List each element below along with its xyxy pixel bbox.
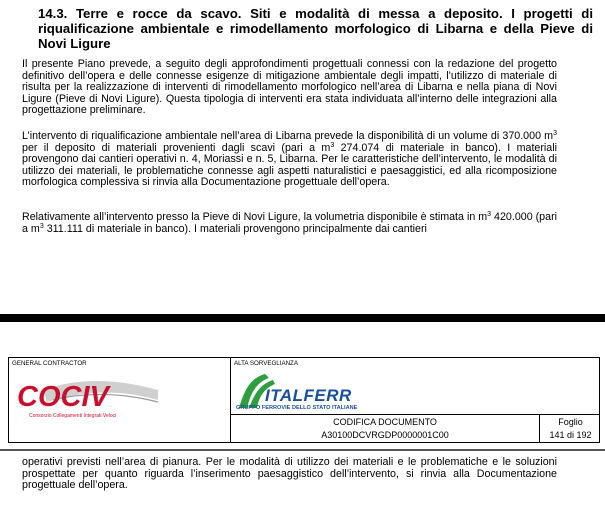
alta-sorveglianza-label: ALTA SORVEGLIANZA bbox=[234, 360, 298, 367]
document-footer-table bbox=[8, 357, 600, 443]
superscript: 3 bbox=[39, 222, 44, 230]
italferr-caption: GRUPPO FERROVIE DELLO STATO ITALIANE bbox=[236, 405, 358, 411]
section-heading: 14.3. Terre e rocce da scavo. Siti e modalità di messa a deposito. I progetti di riqualificazione ambientale e rimodellamento morfologico di Libarna e della Pieve di Novi Ligure bbox=[38, 6, 593, 51]
superscript: 3 bbox=[330, 141, 335, 149]
italferr-logo-text: ITALFERR bbox=[265, 386, 352, 405]
text-fragment: 420.000 (pari a m bbox=[22, 211, 557, 235]
cociv-logo-text: COCIV bbox=[17, 381, 109, 413]
footer-rule bbox=[0, 449, 605, 451]
text-fragment: 311.111 di materiale in banco). I materiali provengono principalmente dai cantieri bbox=[43, 222, 427, 235]
paragraph-pieve bbox=[22, 212, 557, 235]
page-break-band bbox=[0, 314, 605, 322]
superscript: 3 bbox=[553, 130, 557, 137]
text-fragment: 274.074 di materiale in banco). I materiali provengono dai cantieri operativi n. 4, Moriassi e n. 5, Libarna. Per le caratteristiche dell’intervento, le modalità di utilizzo dei materiali, le problematiche connesse agli aspetti naturalistici e paesaggistici, ed alla ricomposizione morfologica complessiva si rinvia alla Documentazione progettuale dell’opera. bbox=[22, 141, 557, 189]
foglio-value: 141 di 192 bbox=[549, 430, 592, 440]
superscript: 3 bbox=[487, 211, 492, 218]
text-fragment: per il deposito di materiali provenienti dagli scavi (pari a m bbox=[22, 141, 331, 154]
paragraph-continuation: operativi previsti nell’area di pianura. Per le modalità di utilizzo dei materiali e le problematiche e le soluzioni prospettate per quanto riguarda l’inserimento paesaggistico dell’intervento, si rinvia alla Documentazione progettuale dell’opera. bbox=[22, 456, 557, 492]
paragraph-libarna bbox=[22, 131, 557, 189]
codifica-value: A30100DCVRGDP0000001C00 bbox=[321, 430, 449, 440]
divider bbox=[230, 414, 600, 415]
text-fragment: Relativamente all’intervento presso la Pieve di Novi Ligure, la volumetria disponibile è stimata in m bbox=[22, 211, 488, 223]
cociv-caption: Consorzio Collegamenti Integrati Veloci bbox=[29, 413, 117, 419]
text-fragment: L’intervento di riqualificazione ambientale nell’area di Libarna prevede la disponibilità di un volume di 370.000 m bbox=[22, 130, 554, 142]
paragraph-intro: Il presente Piano prevede, a seguito degli approfondimenti progettuali connessi con la redazione del progetto definitivo dell’opera e delle connesse esigenze di mitigazione ambientale degli impatti, l’utilizzo di materiale di risulta per la realizzazione di interventi di rimodellamento morfologico nell’area di Libarna e nella piana di Novi Ligure (Pieve di Novi Ligure). Questa tipologia di interventi era stata individuata all’interno delle integrazioni alla progettazione preliminare. bbox=[22, 58, 557, 117]
general-contractor-label: GENERAL CONTRACTOR bbox=[12, 360, 87, 367]
foglio-label: Foglio bbox=[558, 417, 583, 427]
codifica-label: CODIFICA DOCUMENTO bbox=[333, 417, 437, 427]
